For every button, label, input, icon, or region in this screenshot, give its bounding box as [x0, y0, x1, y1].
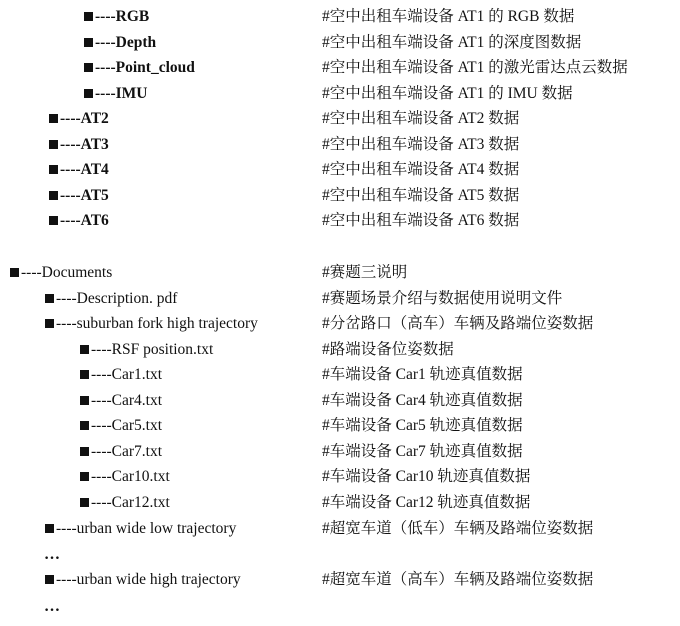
tree-row — [0, 338, 680, 362]
tree-entry: ----AT2 — [49, 107, 109, 131]
entry-comment: #空中出租车端设备 AT1 的深度图数据 — [322, 34, 582, 51]
tree-entry: ----IMU — [84, 82, 148, 106]
bullet-icon — [49, 165, 58, 174]
bullet-icon — [84, 38, 93, 47]
bullet-icon — [80, 370, 89, 379]
tree-entry: ----Description. pdf — [45, 287, 177, 311]
tree-entry: ----Depth — [84, 31, 156, 55]
tree-entry: ----AT6 — [49, 209, 109, 233]
tree-row — [0, 107, 680, 131]
entry-comment: #超宽车道（高车）车辆及路端位姿数据 — [322, 571, 594, 588]
tree-entry: ----suburban fork high trajectory — [45, 312, 258, 336]
tree-row — [0, 82, 680, 106]
tree-row — [0, 56, 680, 80]
entry-comment: #空中出租车端设备 AT2 数据 — [322, 110, 520, 127]
bullet-icon — [49, 216, 58, 225]
tree-row — [0, 440, 680, 464]
entry-comment: #空中出租车端设备 AT3 数据 — [322, 136, 520, 153]
ellipsis: … — [44, 598, 61, 615]
tree-row — [0, 491, 680, 515]
tree-entry: ----Car12.txt — [80, 491, 170, 515]
bullet-icon — [45, 319, 54, 328]
tree-entry: ----Point_cloud — [84, 56, 195, 80]
ellipsis-row — [0, 595, 680, 619]
bullet-icon — [49, 191, 58, 200]
entry-comment: #车端设备 Car10 轨迹真值数据 — [322, 468, 531, 485]
entry-comment: #空中出租车端设备 AT1 的激光雷达点云数据 — [322, 59, 628, 76]
tree-row — [0, 389, 680, 413]
entry-comment: #分岔路口（高车）车辆及路端位姿数据 — [322, 315, 594, 332]
entry-comment: #车端设备 Car1 轨迹真值数据 — [322, 366, 523, 383]
bullet-icon — [80, 345, 89, 354]
tree-entry: ----AT3 — [49, 133, 109, 157]
tree-row — [0, 287, 680, 311]
tree-row — [0, 184, 680, 208]
tree-entry: ----AT5 — [49, 184, 109, 208]
bullet-icon — [49, 140, 58, 149]
tree-row — [0, 568, 680, 592]
tree-row — [0, 312, 680, 336]
tree-row — [0, 133, 680, 157]
tree-entry: ----Car7.txt — [80, 440, 162, 464]
bullet-icon — [80, 472, 89, 481]
entry-comment: #路端设备位姿数据 — [322, 341, 454, 358]
entry-comment: #空中出租车端设备 AT5 数据 — [322, 187, 520, 204]
entry-comment: #空中出租车端设备 AT6 数据 — [322, 212, 520, 229]
tree-row — [0, 31, 680, 55]
tree-row — [0, 261, 680, 285]
tree-entry: ----Car5.txt — [80, 414, 162, 438]
bullet-icon — [10, 268, 19, 277]
entry-comment: #车端设备 Car12 轨迹真值数据 — [322, 494, 531, 511]
entry-comment: #空中出租车端设备 AT1 的 RGB 数据 — [322, 8, 575, 25]
tree-entry: ----RSF position.txt — [80, 338, 213, 362]
tree-entry: ----Car1.txt — [80, 363, 162, 387]
bullet-icon — [80, 396, 89, 405]
tree-row — [0, 517, 680, 541]
entry-comment: #车端设备 Car5 轨迹真值数据 — [322, 417, 523, 434]
tree-row — [0, 363, 680, 387]
tree-row — [0, 465, 680, 489]
bullet-icon — [45, 524, 54, 533]
tree-entry: ----urban wide high trajectory — [45, 568, 241, 592]
ellipsis: … — [44, 546, 61, 563]
entry-comment: #空中出租车端设备 AT4 数据 — [322, 161, 520, 178]
entry-comment: #超宽车道（低车）车辆及路端位姿数据 — [322, 520, 594, 537]
bullet-icon — [49, 114, 58, 123]
bullet-icon — [84, 89, 93, 98]
entry-comment: #车端设备 Car4 轨迹真值数据 — [322, 392, 523, 409]
tree-entry: ----AT4 — [49, 158, 109, 182]
bullet-icon — [80, 447, 89, 456]
tree-row — [0, 414, 680, 438]
bullet-icon — [45, 294, 54, 303]
tree-row — [0, 5, 680, 29]
ellipsis-row — [0, 543, 680, 567]
bullet-icon — [84, 12, 93, 21]
bullet-icon — [80, 498, 89, 507]
tree-entry: ----Documents — [10, 261, 112, 285]
bullet-icon — [80, 421, 89, 430]
tree-row — [0, 158, 680, 182]
entry-comment: #赛题场景介绍与数据使用说明文件 — [322, 290, 563, 307]
entry-comment: #车端设备 Car7 轨迹真值数据 — [322, 443, 523, 460]
tree-entry: ----Car10.txt — [80, 465, 170, 489]
tree-row — [0, 209, 680, 233]
entry-comment: #空中出租车端设备 AT1 的 IMU 数据 — [322, 85, 573, 102]
tree-entry: ----RGB — [84, 5, 149, 29]
entry-comment: #赛题三说明 — [322, 264, 408, 281]
tree-entry: ----urban wide low trajectory — [45, 517, 236, 541]
tree-entry: ----Car4.txt — [80, 389, 162, 413]
bullet-icon — [84, 63, 93, 72]
bullet-icon — [45, 575, 54, 584]
